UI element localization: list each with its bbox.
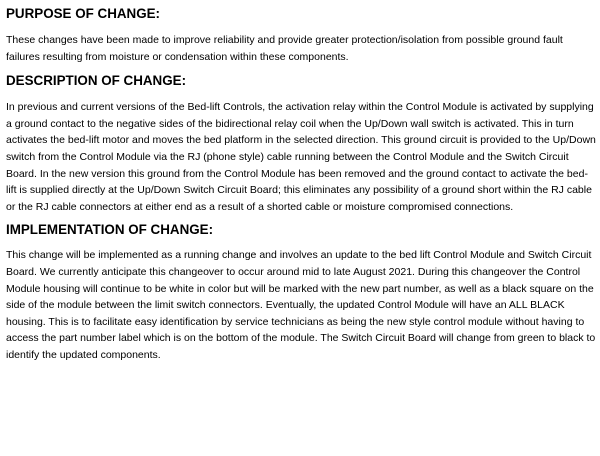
document-page: [6, 0, 596, 364]
purpose-heading: PURPOSE OF CHANGE:: [6, 6, 161, 21]
description-heading: DESCRIPTION OF CHANGE:: [6, 73, 187, 89]
description-paragraph: In previous and current versions of the Bed-lift Controls, the activation relay within the Control Module is activated by supplying a ground contact to the negative sides of the bidirectional relay coil when the Up/Down wall switch is activated. This in turn activates the bed-lift motor and moves the bed platform in the selected direction. This ground circuit is provided to the Up/Down switch from the Control Module via the RJ (phone style) cable running between the Control Module and the Switch Circuit Board. In the new version this ground from the Control Module has been removed and the ground contact to activate the bed-lift is supplied directly at the Up/Down Switch Circuit Board; this eliminates any possibility of a ground short within the RJ cable or the RJ cable connectors at either end as a result of a shorted cable or moisture compromised connections.: [6, 101, 596, 213]
implementation-heading: IMPLEMENTATION OF CHANGE:: [6, 222, 214, 238]
purpose-paragraph: These changes have been made to improve reliability and provide greater protection/isolation from possible ground fault failures resulting from moisture or condensation within these components.: [6, 34, 563, 63]
implementation-paragraph: This change will be implemented as a running change and involves an update to the bed lift Control Module and Switch Circuit Board. We currently anticipate this changeover to occur around mid to late August 2021. During this changeover the Control Module housing will continue to be white in color but will be marked with the new part number, as well as a black square on the side of the module between the limit switch connectors. Eventually, the updated Control Module will have an ALL BLACK housing. This is to facilitate easy identification by service technicians as being the new style control module without having to access the part number label which is on the bottom of the module. The Switch Circuit Board will change from green to black to identify the updated components.: [6, 249, 596, 361]
